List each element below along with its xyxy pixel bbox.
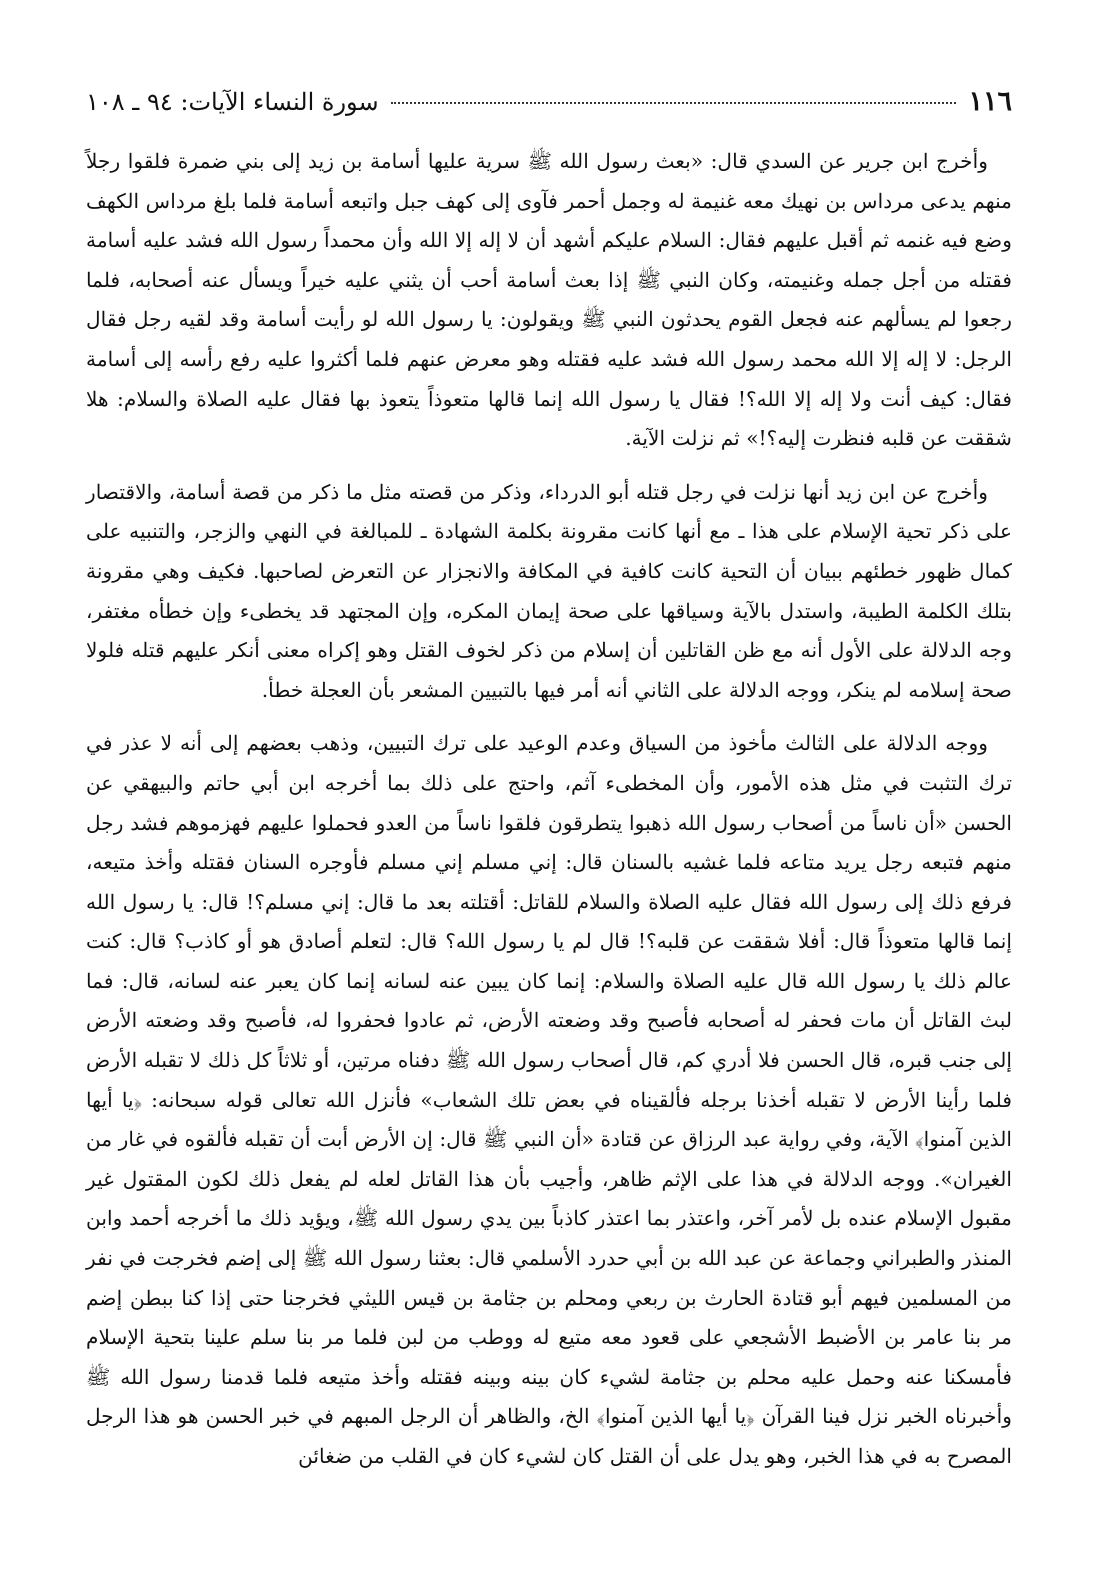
page-header — [86, 86, 1012, 130]
paragraph-3: ووجه الدلالة على الثالث مأخوذ من السياق وعدم الوعيد على ترك التبيين، وذهب بعضهم إلى أنه لا عذر في ترك التثبت في مثل هذه الأمور، وأن المخطىء آثم، واحتج على ذلك بما أخرجه ابن أبي حاتم والبيهقي عن الحسن «أن ناساً من أصحاب رسول الله ذهبوا يتطرقون فلقوا ناساً من العدو فحملوا عليهم فهزموهم فشد رجل منهم فتبعه رجل يريد متاعه فلما غشيه بالسنان قال: إني مسلم إني مسلم فأوجره السنان فقتله وأخذ متيعه، فرفع ذلك إلى رسول الله فقال عليه الصلاة والسلام للقاتل: أقتلته بعد ما قال: إني مسلم؟! قال: يا رسول الله إنما قالها متعوذاً قال: أفلا شققت عن قلبه؟! قال لم يا رسول الله؟ قال: لتعلم أصادق هو أو كاذب؟ قال: كنت عالم ذلك يا رسول الله قال عليه الصلاة والسلام: إنما كان يبين عنه لسانه إنما كان يعبر عنه لسانه، قال: فما لبث القاتل أن مات فحفر له أصحابه فأصبح وقد وضعته الأرض، ثم عادوا فحفروا له، فأصبح وقد وضعته الأرض إلى جنب قبره، قال الحسن فلا أدري كم، قال أصحاب رسول الله ﷺ دفناه مرتين، أو ثلاثاً كل ذلك لا تقبله الأرض فلما رأينا الأرض لا تقبله أخذنا برجله فألقيناه في بعض تلك الشعاب» فأنزل الله تعالى قوله سبحانه: ﴿يا أيها الذين آمنوا﴾ الآية، وفي رواية عبد الرزاق عن قتادة «أن النبي ﷺ قال: إن الأرض أبت أن تقبله فألقوه في غار من الغيران». ووجه الدلالة في هذا على الإثم ظاهر، وأجيب بأن هذا القاتل لعله لم يفعل ذلك لكون المقتول غير مقبول الإسلام عنده بل لأمر آخر، واعتذر بما اعتذر كاذباً بين يدي رسول الله ﷺ، ويؤيد ذلك ما أخرجه أحمد وابن المنذر والطبراني وجماعة عن عبد الله بن أبي حدرد الأسلمي قال: بعثنا رسول الله ﷺ إلى إضم فخرجت في نفر من المسلمين فيهم أبو قتادة الحارث بن ربعي ومحلم بن جثامة بن قيس الليثي فخرجنا حتى إذا كنا ببطن إضم مر بنا عامر بن الأضبط الأشجعي على قعود معه متيع له ووطب من لبن فلما مر بنا سلم علينا بتحية الإسلام فأمسكنا عنه وحمل عليه محلم بن جثامة لشيء كان بينه وبينه فقتله وأخذ متيعه فلما قدمنا رسول الله ﷺ وأخبرناه الخبر نزل فينا القرآن ﴿يا أيها الذين آمنوا﴾ الخ، والظاهر أن الرجل المبهم في خبر الحسن هو هذا الرجل المصرح به في هذا الخبر، وهو يدل على أن القتل كان لشيء كان في القلب من ضغائن — [86, 731, 1012, 1468]
paragraph-2: وأخرج عن ابن زيد أنها نزلت في رجل قتله أبو الدرداء، وذكر من قصته مثل ما ذكر من قصة أسامة، والاقتصار على ذكر تحية الإسلام على هذا ـ مع أنها كانت مقرونة بكلمة الشهادة ـ للمبالغة في النهي والزجر، والتنبيه على كمال ظهور خطئهم ببيان أن التحية كانت كافية في المكافة والانجزار عن التعرض لصاحبها. فكيف وهي مقرونة بتلك الكلمة الطيبة، واستدل بالآية وسياقها على صحة إيمان المكره، وإن المجتهد قد يخطىء وإن خطأه مغتفر، وجه الدلالة على الأول أنه مع ظن القاتلين أن إسلام من ذكر لخوف القتل وهو إكراه معنى أنكر عليهم قتله فلولا صحة إسلامه لم ينكر، ووجه الدلالة على الثاني أنه أمر فيها بالتبيين المشعر بأن العجلة خطأ. — [86, 479, 1012, 702]
header-dotted-leader — [391, 102, 957, 104]
paragraph-1: وأخرج ابن جرير عن السدي قال: «بعث رسول الله ﷺ سرية عليها أسامة بن زيد إلى بني ضمرة فلقوا رجلاً منهم يدعى مرداس بن نهيك معه غنيمة له وجمل أحمر فآوى إلى كهف جبل واتبعه أسامة فلما بلغ مرداس الكهف وضع فيه غنمه ثم أقبل عليهم فقال: السلام عليكم أشهد أن لا إله إلا الله وأن محمداً رسول الله فشد عليه أسامة فقتله من أجل جمله وغنيمته، وكان النبي ﷺ إذا بعث أسامة أحب أن يثني عليه خيراً ويسأل عنه أصحابه، فلما رجعوا لم يسألهم عنه فجعل القوم يحدثون النبي ﷺ ويقولون: يا رسول الله لو رأيت أسامة وقد لقيه رجل فقال الرجل: لا إله إلا الله محمد رسول الله فشد عليه فقتله وهو معرض عنهم فلما أكثروا عليه رفع رأسه إلى أسامة فقال: كيف أنت ولا إله إلا الله؟! فقال يا رسول الله إنما قالها متعوذاً يتعوذ بها فقال عليه الصلاة والسلام: هلا شققت عن قلبه فنظرت إليه؟!» ثم نزلت الآية. — [86, 149, 1012, 451]
page-number: ١١٦ — [968, 86, 1012, 117]
running-title: سورة النساء الآيات: ٩٤ ـ ١٠٨ — [86, 88, 379, 116]
book-page — [86, 86, 1012, 1477]
